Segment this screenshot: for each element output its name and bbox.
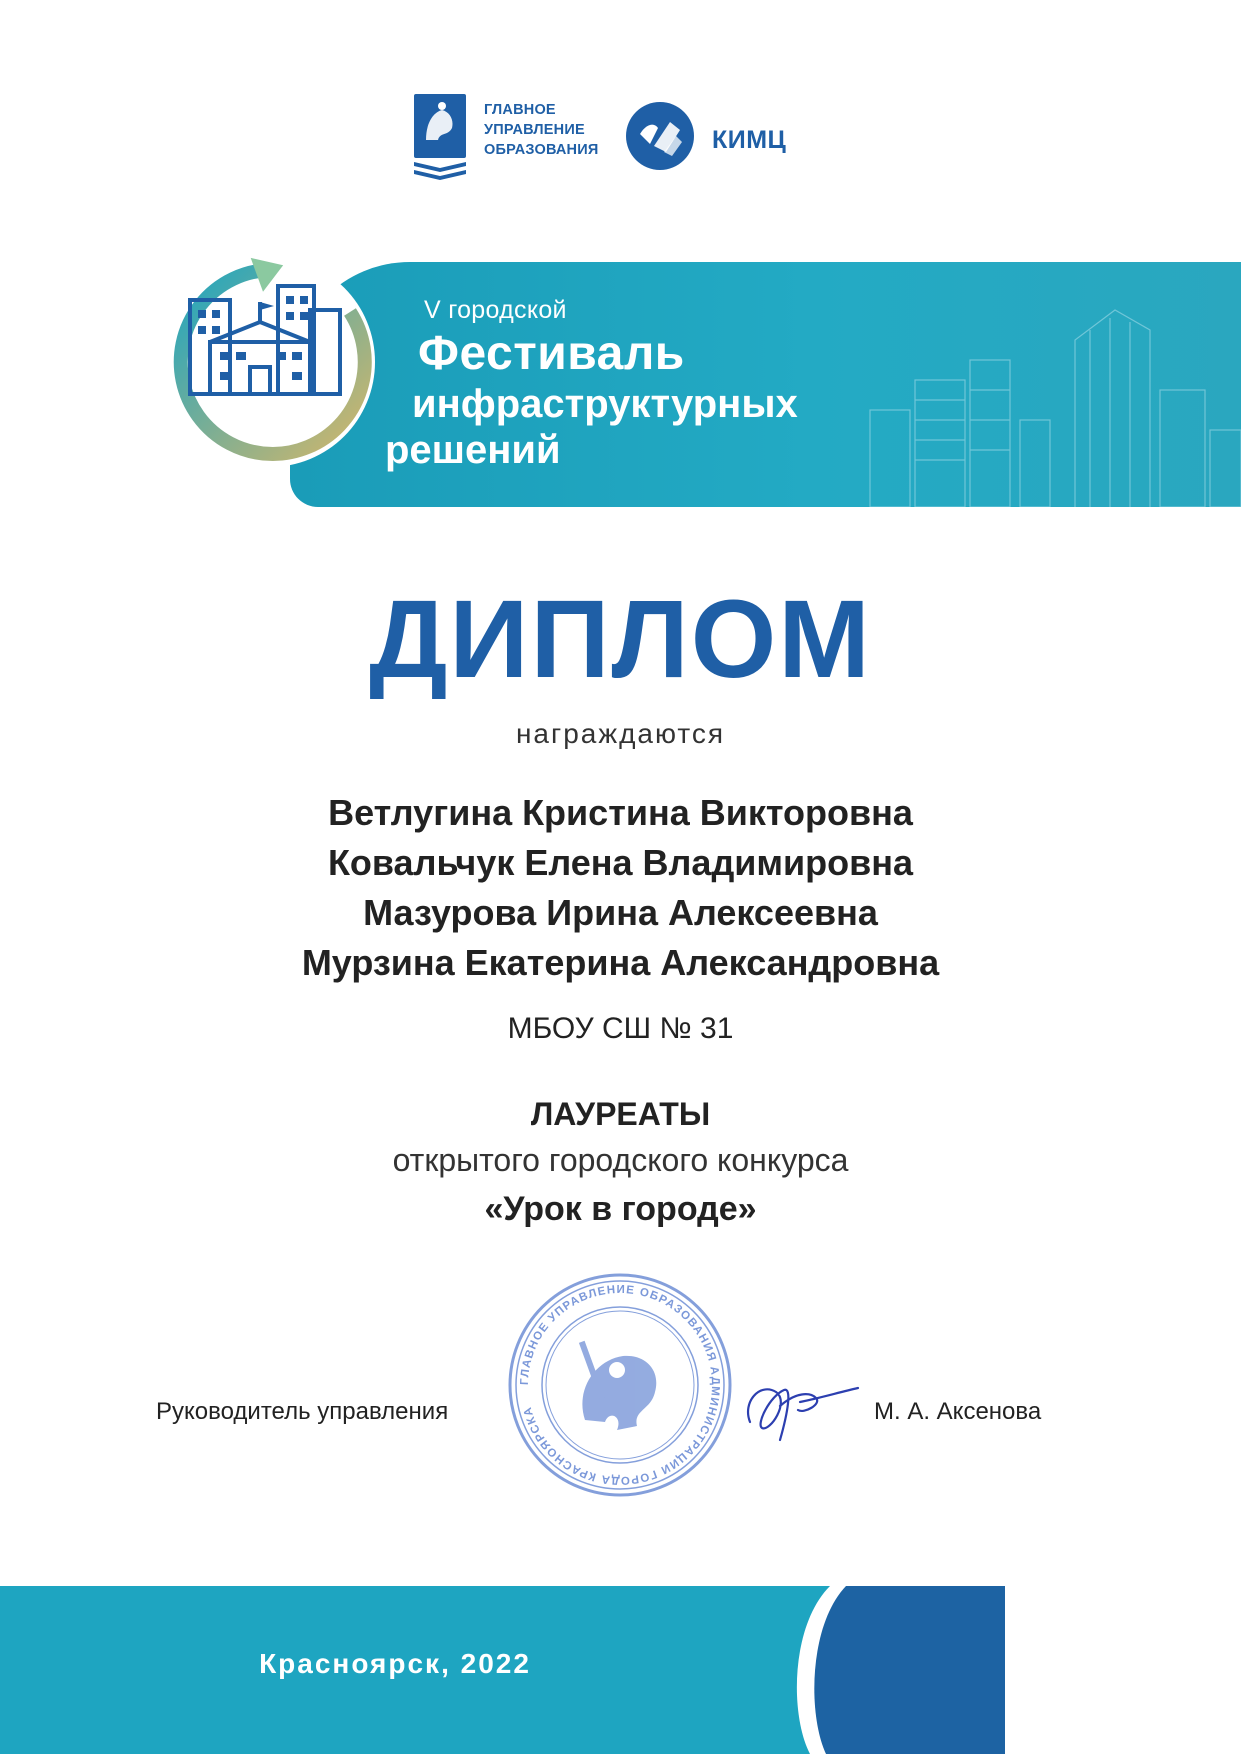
official-seal [505, 1270, 735, 1500]
org-logo-text: ГЛАВНОЕ УПРАВЛЕНИЕ ОБРАЗОВАНИЯ [484, 102, 599, 158]
banner-title-line3: решений [385, 428, 561, 472]
banner-subtitle: V городской [424, 296, 567, 324]
signatory-name: М. А. Аксенова [874, 1398, 1042, 1425]
school-name: МБОУ СШ № 31 [507, 1012, 734, 1045]
footer-accent [790, 1586, 1005, 1754]
partner-logo [624, 100, 804, 170]
recipients-list [0, 788, 1241, 988]
recipient-name: Ветлугина Кристина Викторовна [328, 792, 913, 833]
award-status: ЛАУРЕАТЫ [530, 1096, 711, 1132]
recipient-name: Мазурова Ирина Алексеевна [363, 892, 878, 933]
diploma-title: ДИПЛОМ [369, 578, 872, 701]
recipient-name: Мурзина Екатерина Александровна [301, 942, 940, 983]
banner-title-line1: Фестиваль [418, 327, 685, 380]
footer-place-year: Красноярск, 2022 [259, 1648, 531, 1679]
recipient-name: Ковальчук Елена Владимировна [327, 842, 914, 883]
awarded-label: награждаются [515, 718, 726, 749]
banner-title-line2: инфраструктурных [412, 382, 798, 426]
festival-emblem-icon [160, 222, 390, 482]
contest-name: «Урок в городе» [484, 1190, 757, 1228]
city-skyline-illustration [860, 300, 1241, 507]
handwritten-signature [740, 1362, 860, 1452]
kimc-emblem-icon [624, 100, 696, 172]
org-logo [412, 92, 612, 186]
signatory-position: Руководитель управления [156, 1398, 449, 1425]
kimc-label: КИМЦ [712, 126, 787, 154]
seal-text: ГЛАВНОЕ УПРАВЛЕНИЕ ОБРАЗОВАНИЯ АДМИНИСТРАЦИИ ГОРОДА КРАСНОЯРСКА [518, 1283, 722, 1487]
contest-description: открытого городского конкурса [392, 1142, 849, 1178]
coat-of-arms-icon [412, 92, 468, 184]
